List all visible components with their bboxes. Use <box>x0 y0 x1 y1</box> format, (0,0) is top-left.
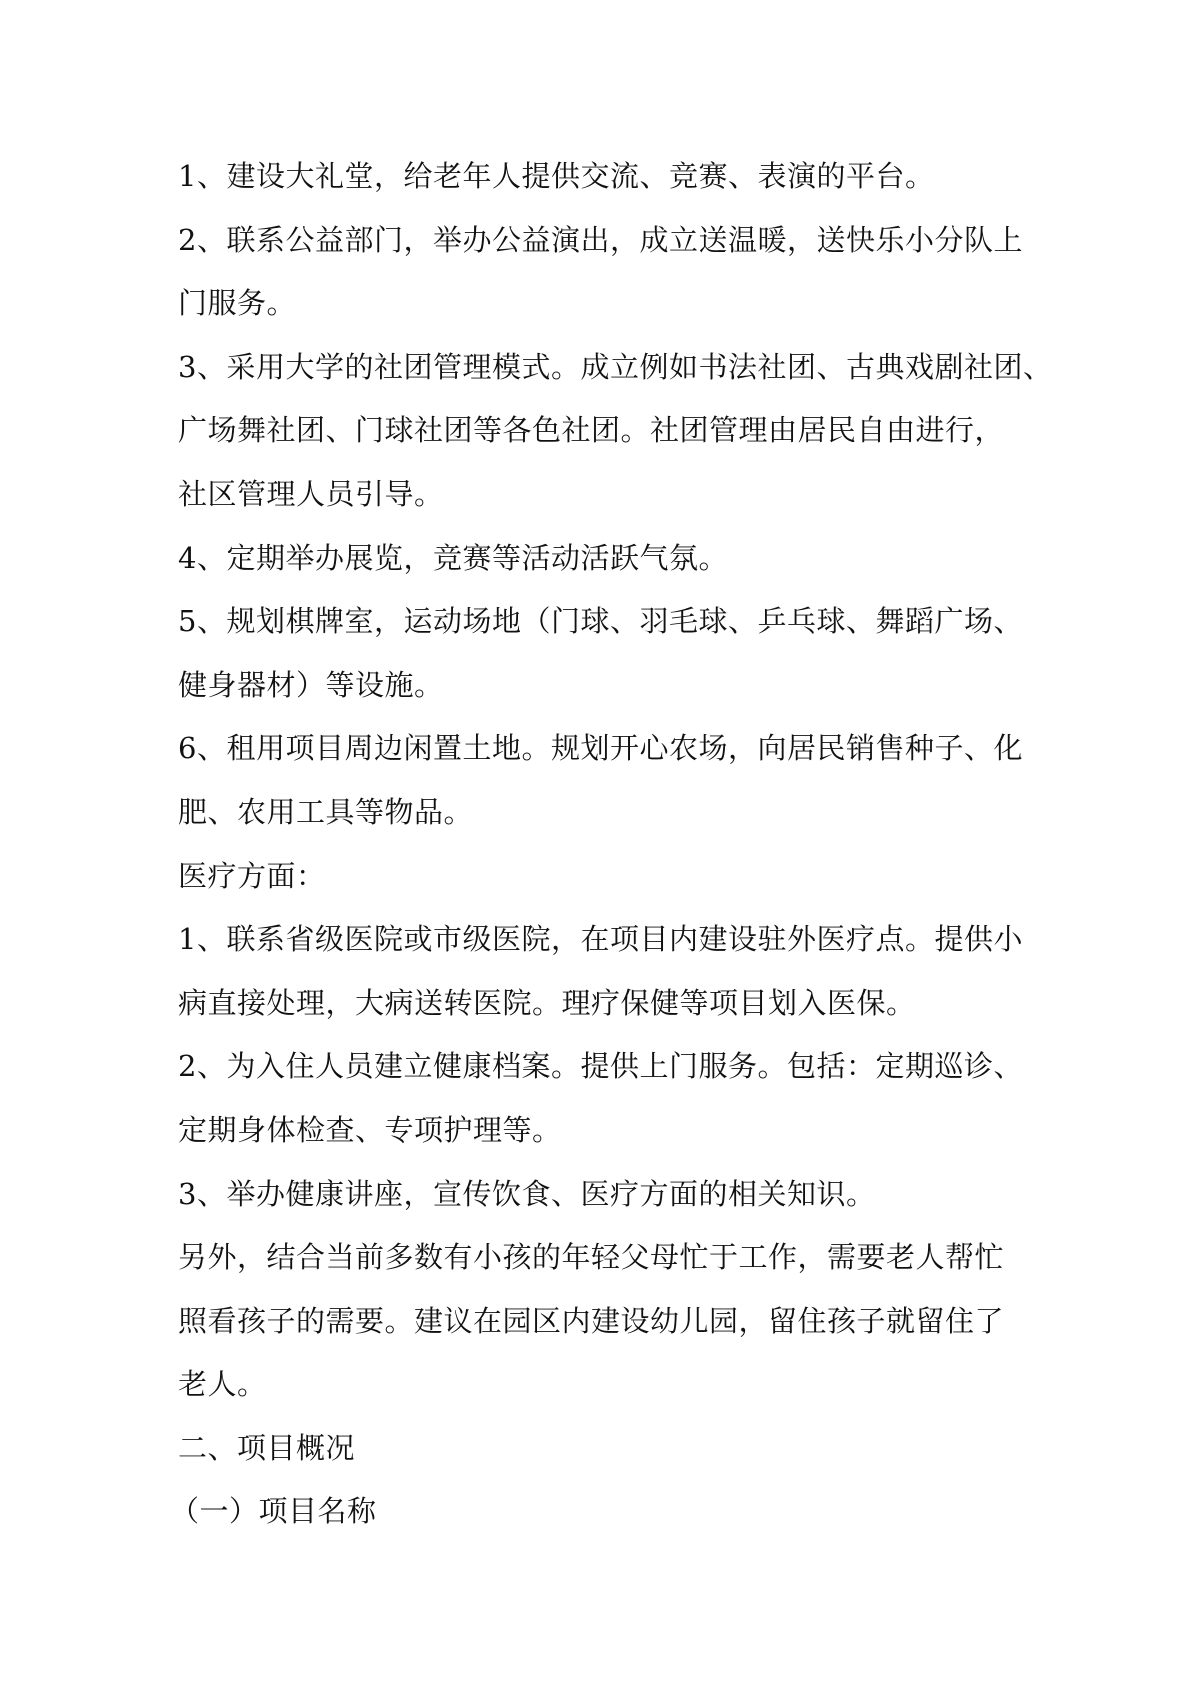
text-line: 照看孩子的需要。建议在园区内建设幼儿园，留住孩子就留住了 <box>178 1303 1005 1338</box>
text-line: 6、租用项目周边闲置土地。规划开心农场，向居民销售种子、化 <box>178 731 1023 766</box>
section-heading-medical: 医疗方面： <box>178 858 326 893</box>
text-line: 健身器材）等设施。 <box>178 667 444 702</box>
text-line: 病直接处理，大病送转医院。理疗保健等项目划入医保。 <box>178 985 916 1020</box>
section-heading-project-overview: 二、项目概况 <box>178 1430 356 1465</box>
text-line: 老人。 <box>178 1367 267 1402</box>
text-line: 3、采用大学的社团管理模式。成立例如书法社团、古典戏剧社团、 <box>178 349 1053 384</box>
text-line: 3、举办健康讲座，宣传饮食、医疗方面的相关知识。 <box>178 1176 876 1211</box>
text-line: 5、规划棋牌室，运动场地（门球、羽毛球、乒乓球、舞蹈广场、 <box>178 604 1023 639</box>
text-line: 2、为入住人员建立健康档案。提供上门服务。包括：定期巡诊、 <box>178 1049 1023 1084</box>
text-line: 门服务。 <box>178 286 297 321</box>
text-line: 定期身体检查、专项护理等。 <box>178 1112 562 1147</box>
text-line: 肥、农用工具等物品。 <box>178 794 474 829</box>
text-line: 1、联系省级医院或市级医院，在项目内建设驻外医疗点。提供小 <box>178 922 1023 957</box>
text-line: 2、联系公益部门，举办公益演出，成立送温暖，送快乐小分队上 <box>178 222 1023 257</box>
subsection-heading-project-name: （一）项目名称 <box>170 1494 377 1529</box>
text-line: 4、定期举办展览，竞赛等活动活跃气氛。 <box>178 540 728 575</box>
text-line: 另外，结合当前多数有小孩的年轻父母忙于工作，需要老人帮忙 <box>178 1240 1005 1275</box>
text-line: 1、建设大礼堂，给老年人提供交流、竞赛、表演的平台。 <box>178 159 935 193</box>
text-line: 社区管理人员引导。 <box>178 476 444 511</box>
document-body <box>170 145 1053 1544</box>
text-line: 广场舞社团、门球社团等各色社团。社团管理由居民自由进行， <box>178 413 1005 448</box>
